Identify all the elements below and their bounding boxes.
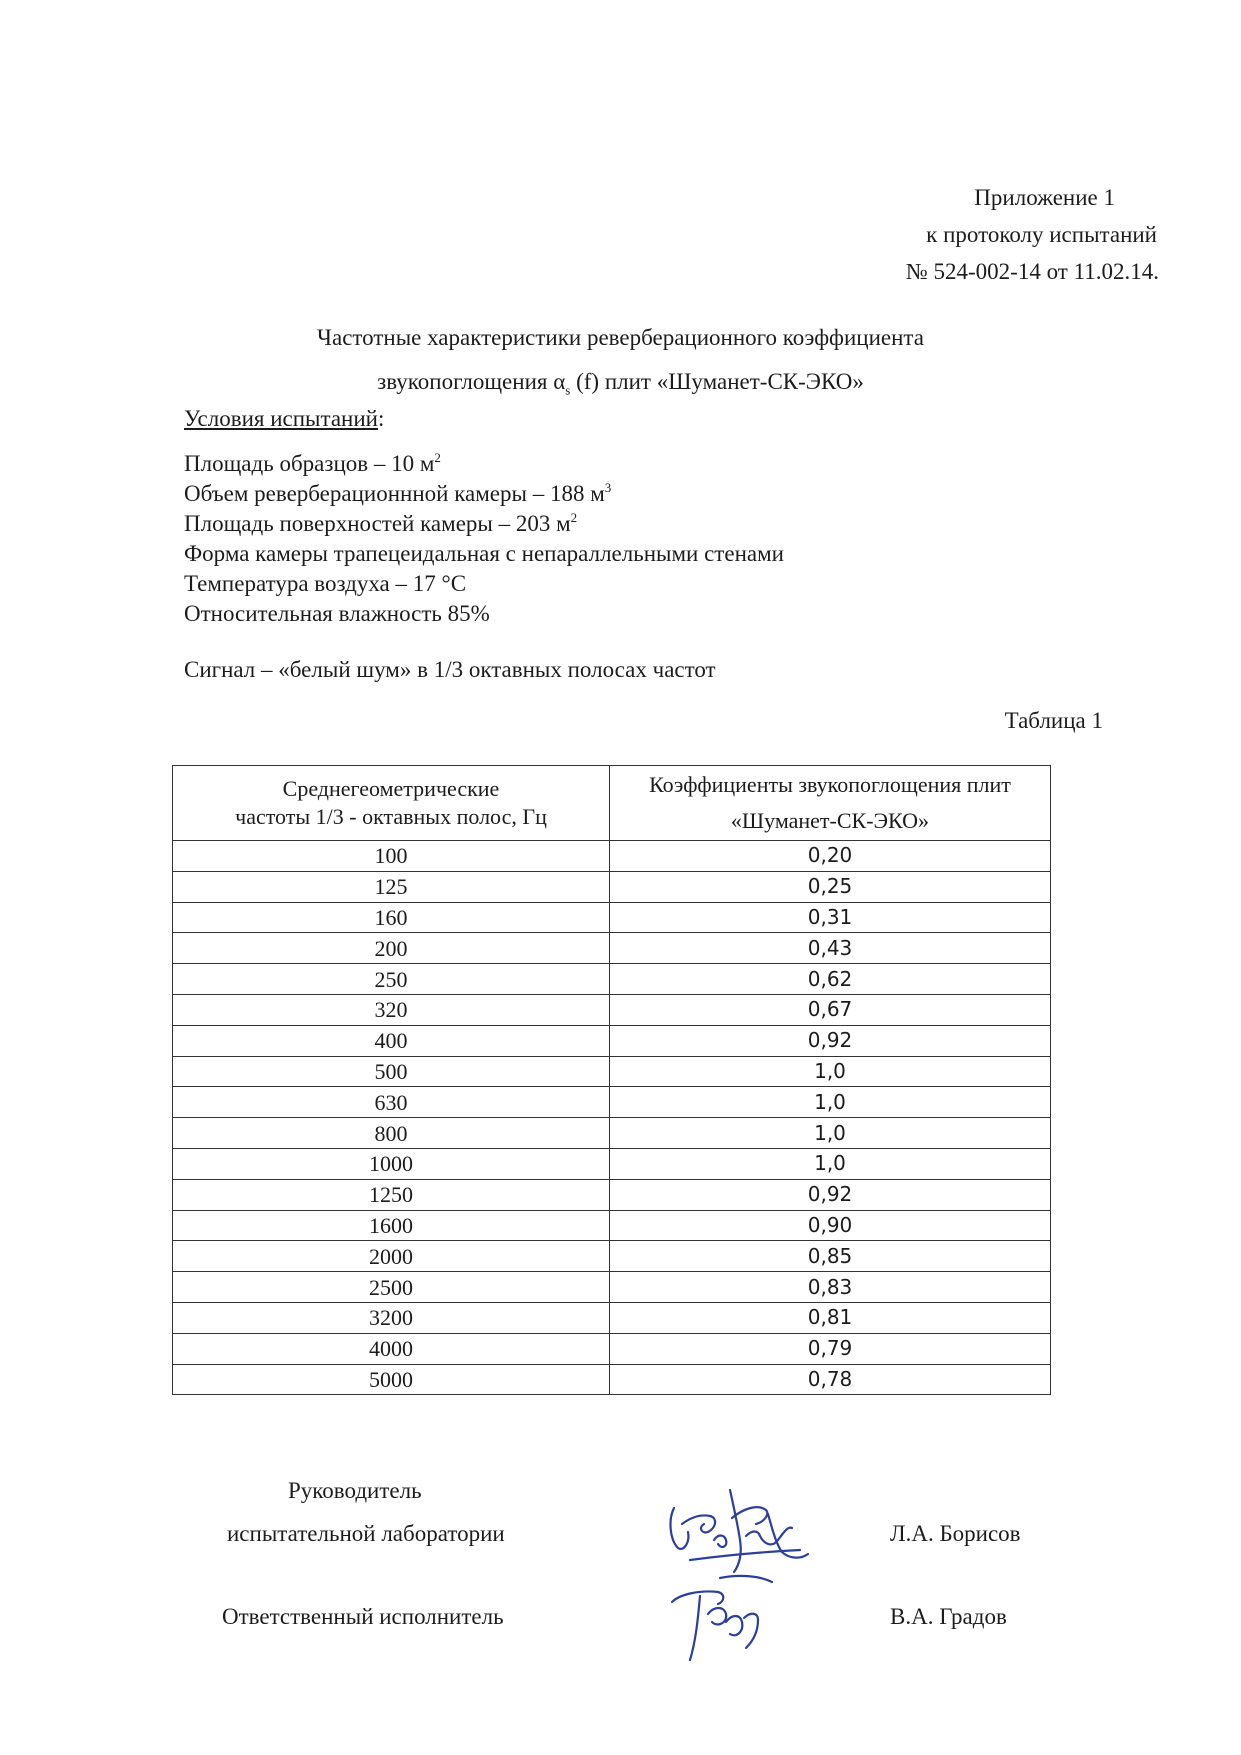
column-header-frequency <box>173 766 610 841</box>
frequency-cell: 800 <box>173 1118 610 1149</box>
coefficient-cell: 0,81 <box>610 1302 1051 1333</box>
table-row <box>173 933 1051 964</box>
alpha-symbol: α <box>553 369 566 394</box>
frequency-cell: 1250 <box>173 1179 610 1210</box>
head-role-line2: испытательной лаборатории <box>227 1521 505 1546</box>
coefficient-cell: 1,0 <box>610 1118 1051 1149</box>
document-title-line2 <box>0 369 1241 399</box>
frequency-cell: 4000 <box>173 1333 610 1364</box>
conditions-heading-text: Условия испытаний <box>184 406 378 431</box>
condition-chamber-surface <box>184 509 577 539</box>
frequency-cell: 100 <box>173 841 610 872</box>
table-row <box>173 1302 1051 1333</box>
executor-name: В.А. Градов <box>890 1604 1007 1629</box>
alpha-subscript: s <box>565 382 571 398</box>
coefficient-cell: 0,78 <box>610 1364 1051 1395</box>
coefficient-cell: 0,67 <box>610 994 1051 1025</box>
title-prefix: звукопоглощения <box>377 369 554 394</box>
table-row <box>173 871 1051 902</box>
frequency-cell: 2000 <box>173 1241 610 1272</box>
coefficient-cell: 0,79 <box>610 1333 1051 1364</box>
executor-role: Ответственный исполнитель <box>222 1604 504 1629</box>
frequency-cell: 160 <box>173 902 610 933</box>
absorption-table <box>172 765 1051 1395</box>
frequency-cell: 1000 <box>173 1148 610 1179</box>
table-row <box>173 1272 1051 1303</box>
condition-chamber-volume-unit-power: 3 <box>604 480 612 495</box>
table-label: Таблица 1 <box>1004 708 1103 733</box>
annex-label: Приложение 1 <box>974 185 1115 210</box>
column-header-coefficient-line2: «Шуманет-СК-ЭКО» <box>730 808 930 833</box>
frequency-cell: 2500 <box>173 1272 610 1303</box>
coefficient-cell: 0,43 <box>610 933 1051 964</box>
condition-air-temperature: Температура воздуха – 17 °С <box>184 571 467 596</box>
frequency-cell: 400 <box>173 1025 610 1056</box>
frequency-cell: 500 <box>173 1056 610 1087</box>
table-row <box>173 994 1051 1025</box>
coefficient-cell: 0,92 <box>610 1025 1051 1056</box>
table-row <box>173 1025 1051 1056</box>
frequency-cell: 1600 <box>173 1210 610 1241</box>
head-role-line1: Руководитель <box>288 1478 422 1503</box>
protocol-reference: к протоколу испытаний <box>926 222 1157 247</box>
table-row <box>173 841 1051 872</box>
condition-humidity: Относительная влажность 85% <box>184 601 490 626</box>
frequency-cell: 5000 <box>173 1364 610 1395</box>
table-body <box>173 841 1051 1395</box>
coefficient-cell: 0,62 <box>610 964 1051 995</box>
table-row <box>173 1087 1051 1118</box>
conditions-heading-colon: : <box>377 406 385 431</box>
coefficient-cell: 0,83 <box>610 1272 1051 1303</box>
condition-sample-area <box>184 449 441 479</box>
frequency-cell: 200 <box>173 933 610 964</box>
condition-signal: Сигнал – «белый шум» в 1/3 октавных полосах частот <box>184 657 716 682</box>
table-row <box>173 1241 1051 1272</box>
table-row <box>173 1210 1051 1241</box>
column-header-coefficient-line1: Коэффициенты звукопоглощения плит <box>649 772 1011 797</box>
table-row <box>173 1333 1051 1364</box>
coefficient-cell: 0,90 <box>610 1210 1051 1241</box>
table-row <box>173 1118 1051 1149</box>
condition-chamber-shape: Форма камеры трапецеидальная с непараллельными стенами <box>184 541 784 566</box>
condition-sample-area-unit-power: 2 <box>434 450 441 465</box>
executor-signature-image <box>660 1568 800 1668</box>
coefficient-cell: 0,92 <box>610 1179 1051 1210</box>
table-header-row <box>173 766 1051 841</box>
head-name: Л.А. Борисов <box>890 1521 1021 1546</box>
condition-chamber-surface-text: Площадь поверхностей камеры – 203 м <box>184 511 571 536</box>
column-header-coefficient <box>610 766 1051 841</box>
frequency-cell: 250 <box>173 964 610 995</box>
coefficient-cell: 0,31 <box>610 902 1051 933</box>
document-title-line1: Частотные характеристики реверберационного коэффициента <box>317 325 924 350</box>
coefficient-cell: 1,0 <box>610 1056 1051 1087</box>
coefficient-cell: 1,0 <box>610 1148 1051 1179</box>
condition-chamber-volume-text: Объем реверберационнной камеры – 188 м <box>184 481 605 506</box>
table-row <box>173 1148 1051 1179</box>
frequency-cell: 630 <box>173 1087 610 1118</box>
coefficient-cell: 0,85 <box>610 1241 1051 1272</box>
conditions-heading <box>184 404 384 434</box>
title-suffix: (f) плит «Шуманет-СК-ЭКО» <box>570 369 864 394</box>
table-row <box>173 902 1051 933</box>
protocol-number: № 524-002-14 от 11.02.14. <box>905 259 1159 284</box>
condition-chamber-surface-unit-power: 2 <box>570 510 578 525</box>
condition-sample-area-text: Площадь образцов – 10 м <box>184 451 435 476</box>
table-row <box>173 1056 1051 1087</box>
condition-chamber-volume <box>184 479 611 509</box>
table-row <box>173 964 1051 995</box>
column-header-frequency-line2: частоты 1/3 - октавных полос, Гц <box>235 804 547 829</box>
table-row <box>173 1364 1051 1395</box>
frequency-cell: 320 <box>173 994 610 1025</box>
coefficient-cell: 1,0 <box>610 1087 1051 1118</box>
column-header-frequency-line1: Среднегеометрические <box>282 776 500 801</box>
frequency-cell: 3200 <box>173 1302 610 1333</box>
table-row <box>173 1179 1051 1210</box>
coefficient-cell: 0,20 <box>610 841 1051 872</box>
frequency-cell: 125 <box>173 871 610 902</box>
coefficient-cell: 0,25 <box>610 871 1051 902</box>
